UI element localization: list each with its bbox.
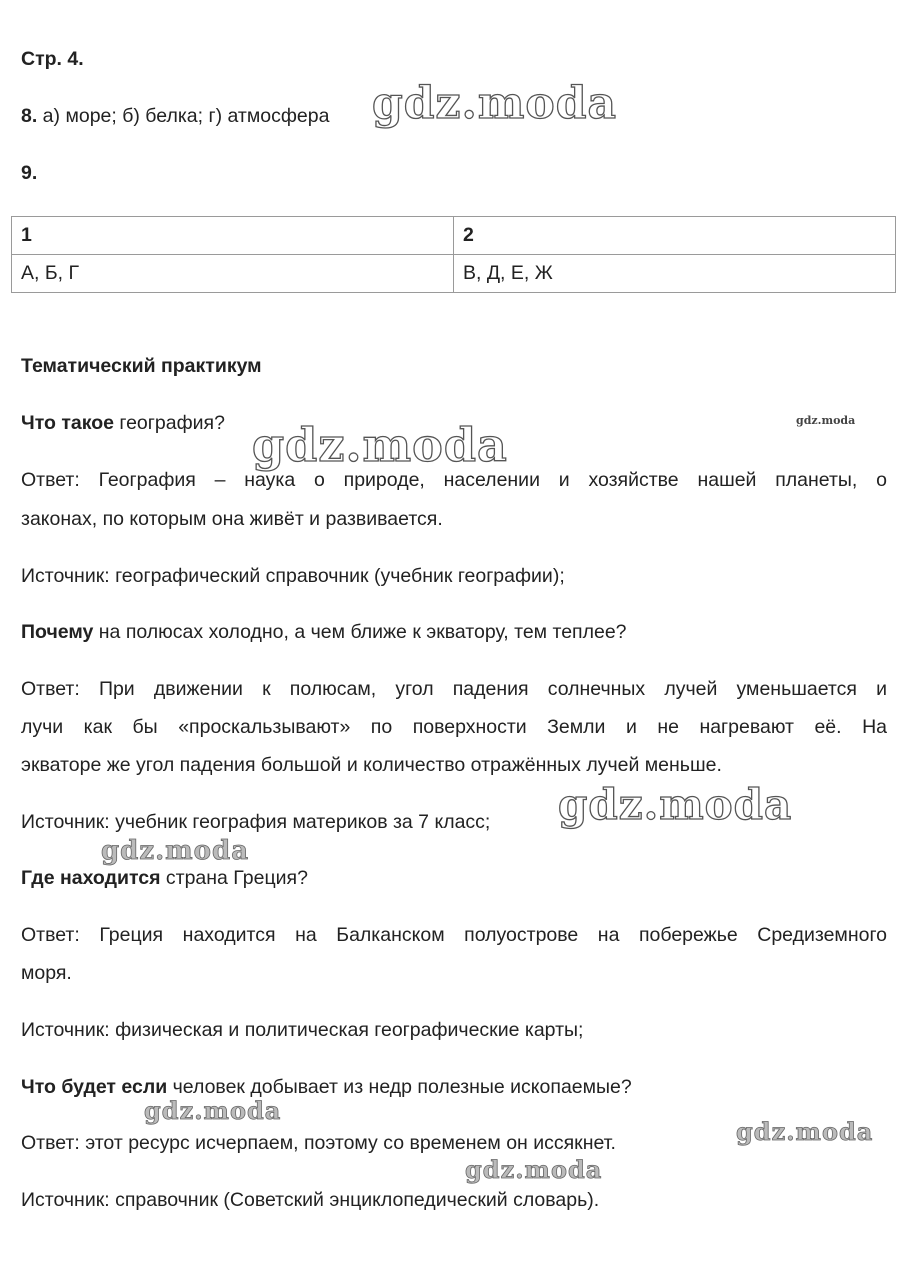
question-1-rest: география? <box>113 412 225 434</box>
watermark-logo: gdz.moda <box>796 414 856 427</box>
answer-2-line-1: Ответ: При движении к полюсам, угол падения солнечных лучей уменьшается и <box>21 678 887 700</box>
source-3: Источник: физическая и политическая географические карты; <box>21 1019 584 1041</box>
table-header-cell: 1 <box>12 217 454 255</box>
question-8-number: 8. <box>21 105 38 127</box>
question-3-rest: страна Греция? <box>160 867 308 889</box>
page-header: Стр. 4. <box>21 48 84 70</box>
table-cell: А, Б, Г <box>12 255 454 293</box>
question-9-number: 9. <box>21 162 38 184</box>
question-1 <box>21 411 225 435</box>
question-2 <box>21 620 627 644</box>
question-2-bold: Почему <box>21 621 94 643</box>
question-4-bold: Что будет если <box>21 1076 168 1098</box>
question-3-bold: Где находится <box>21 867 161 889</box>
question-1-bold: Что такое <box>21 412 114 434</box>
watermark-logo: gdz.moda <box>736 1117 874 1146</box>
table-header-cell: 2 <box>454 217 896 255</box>
watermark-logo: gdz.moda <box>101 836 250 866</box>
answer-3-line-2: моря. <box>21 962 72 984</box>
watermark-logo: gdz.moda <box>372 78 618 129</box>
table-cell: В, Д, Е, Ж <box>454 255 896 293</box>
section-title: Тематический практикум <box>21 355 262 377</box>
answer-4-line-1: Ответ: этот ресурс исчерпаем, поэтому со временем он иссякнет. <box>21 1132 616 1154</box>
watermark-logo: gdz.moda <box>252 418 508 472</box>
answer-table <box>11 216 896 293</box>
question-3 <box>21 866 308 890</box>
question-8-text: а) море; б) белка; г) атмосфера <box>37 105 330 127</box>
question-4 <box>21 1075 632 1099</box>
answer-3-line-1: Ответ: Греция находится на Балканском полуострове на побережье Средиземного <box>21 924 887 946</box>
watermark-logo: gdz.moda <box>465 1155 603 1184</box>
question-2-rest: на полюсах холодно, а чем ближе к экватору, тем теплее? <box>93 621 627 643</box>
answer-1-line-1: Ответ: География – наука о природе, населении и хозяйстве нашей планеты, о <box>21 469 887 491</box>
table-row <box>12 255 896 293</box>
watermark-logo: gdz.moda <box>558 780 793 829</box>
source-2: Источник: учебник география материков за 7 класс; <box>21 811 491 833</box>
question-4-rest: человек добывает из недр полезные ископаемые? <box>167 1076 632 1098</box>
answer-2-line-2: лучи как бы «проскальзывают» по поверхности Земли и не нагревают её. На <box>21 716 887 738</box>
question-8 <box>21 104 329 128</box>
source-1: Источник: географический справочник (учебник географии); <box>21 565 565 587</box>
table-header-row <box>12 217 896 255</box>
source-4: Источник: справочник (Советский энциклопедический словарь). <box>21 1189 600 1211</box>
answer-1-line-2: законах, по которым она живёт и развивается. <box>21 508 443 530</box>
watermark-logo: gdz.moda <box>144 1096 282 1125</box>
answer-2-line-3: экваторе же угол падения большой и количество отражённых лучей меньше. <box>21 754 722 776</box>
